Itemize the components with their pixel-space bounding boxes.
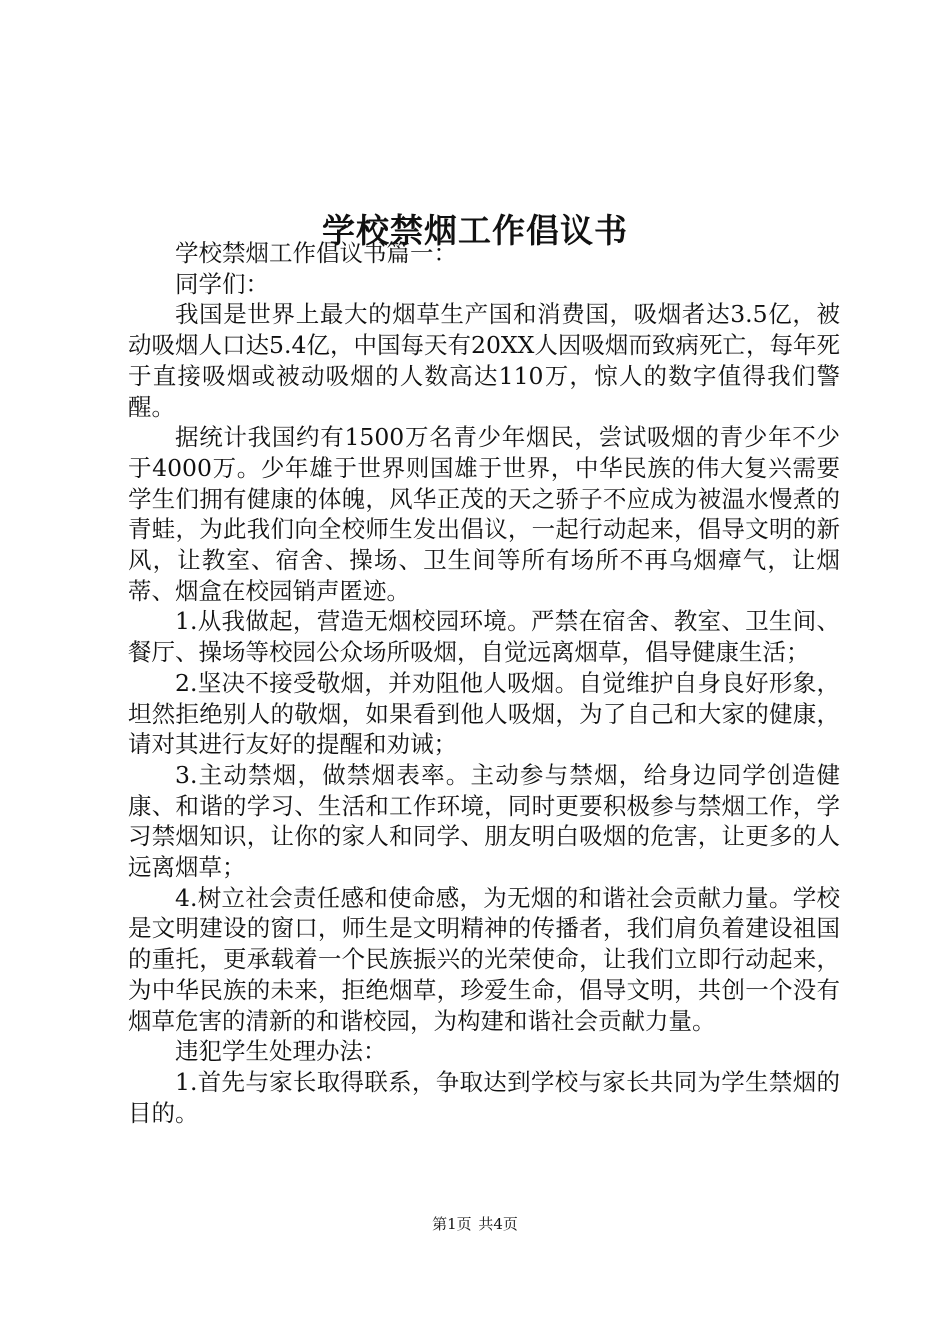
paragraph-intro-statistics: 我国是世界上最大的烟草生产国和消费国，吸烟者达3.5亿，被动吸烟人口达5.4亿，中国每天有20XX人因吸烟而致病死亡，每年死于直接吸烟或被动吸烟的人数高达110万，惊人的数字值得我们警醒。 [128,300,840,421]
violation-heading: 违犯学生处理办法： [175,1037,387,1066]
salutation: 同学们： [175,269,269,298]
proposal-item-2: 2.坚决不接受敬烟，并劝阻他人吸烟。自觉维护自身良好形象，坦然拒绝别人的敬烟，如果看到他人吸烟，为了自己和大家的健康，请对其进行友好的提醒和劝诫； [128,668,840,759]
paragraph-youth-smokers: 据统计我国约有1500万名青少年烟民，尝试吸烟的青少年不少于4000万。少年雄于世界则国雄于世界，中华民族的伟大复兴需要学生们拥有健康的体魄，风华正茂的天之骄子不应成为被温水慢煮的青蛙，为此我们向全校师生发出倡议，一起行动起来，倡导文明的新风，让教室、宿舍、操场、卫生间等所有场所不再乌烟瘴气，让烟蒂、烟盒在校园销声匿迹。 [128,423,840,605]
violation-item-1: 1.首先与家长取得联系，争取达到学校与家长共同为学生禁烟的目的。 [128,1067,840,1127]
proposal-item-1: 1.从我做起，营造无烟校园环境。严禁在宿舍、教室、卫生间、餐厅、操场等校园公众场所吸烟，自觉远离烟草，倡导健康生活； [128,607,840,667]
proposal-item-3: 3.主动禁烟，做禁烟表率。主动参与禁烟，给身边同学创造健康、和谐的学习、生活和工作环境，同时更要积极参与禁烟工作，学习禁烟知识，让你的家人和同学、朋友明白吸烟的危害，让更多的人远离烟草； [128,760,840,882]
section-heading: 学校禁烟工作倡议书篇一： [175,239,457,267]
page-title: 学校禁烟工作倡议书 [322,211,628,251]
proposal-item-4: 4.树立社会责任感和使命感，为无烟的和谐社会贡献力量。学校是文明建设的窗口，师生是文明精神的传播者，我们肩负着建设祖国的重托，更承载着一个民族振兴的光荣使命，让我们立即行动起来，为中华民族的未来，拒绝烟草，珍爱生命，倡导文明，共创一个没有烟草危害的清新的和谐校园，为构建和谐社会贡献力量。 [128,883,840,1035]
page-number-footer: 第1页 共4页 [432,1215,518,1233]
document-body [128,238,840,1128]
